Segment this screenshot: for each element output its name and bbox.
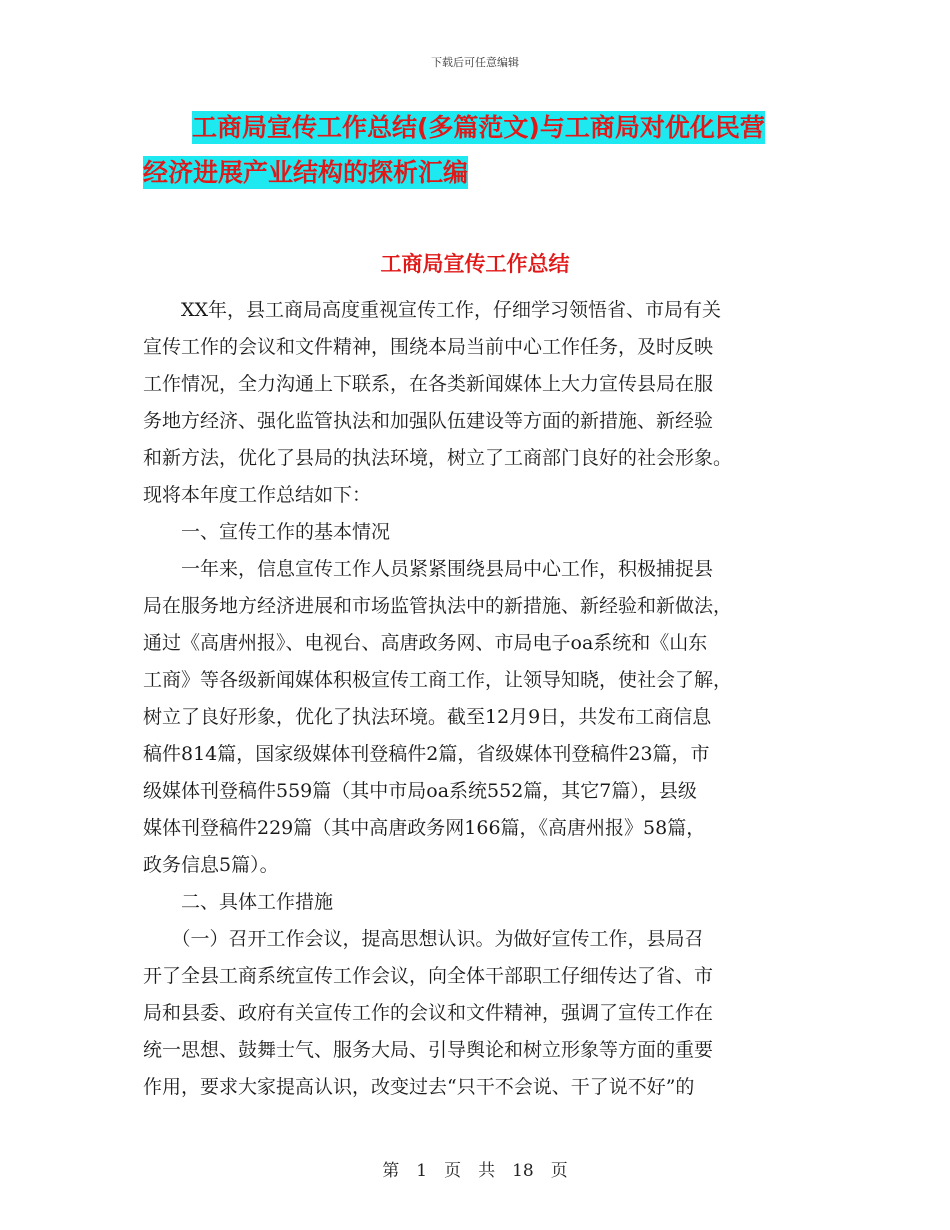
page-header-note: 下载后可任意编辑 bbox=[431, 56, 519, 69]
paragraph-line: 工商》等各级新闻媒体积极宣传工商工作，让领导知晓，使社会了解， bbox=[143, 669, 733, 691]
paragraph-line: 一年来，信息宣传工作人员紧紧围绕县局中心工作，积极捕捉县 bbox=[143, 558, 714, 580]
paragraph-line: 二、具体工作措施 bbox=[143, 891, 334, 913]
paragraph bbox=[143, 551, 803, 884]
paragraph-line: 开了全县工商系统宣传工作会议，向全体干部职工仔细传达了省、市 bbox=[143, 965, 714, 987]
paragraph-line: 通过《高唐州报》、电视台、高唐政务网、市局电子oa系统和《山东 bbox=[143, 632, 708, 654]
paragraph-line: 政务信息5篇）。 bbox=[143, 854, 279, 876]
paragraph-line: （一）召开工作会议，提高思想认识。为做好宣传工作，县局召 bbox=[143, 928, 704, 950]
paragraph-line: XX年，县工商局高度重视宣传工作，仔细学习领悟省、市局有关 bbox=[143, 299, 722, 321]
paragraph-line: 树立了良好形象，优化了执法环境。截至12月9日，共发布工商信息 bbox=[143, 706, 712, 728]
paragraph-line: 工作情况，全力沟通上下联系，在各类新闻媒体上大力宣传县局在服 bbox=[143, 373, 714, 395]
paragraph bbox=[143, 292, 803, 514]
paragraph-line: 和新方法，优化了县局的执法环境，树立了工商部门良好的社会形象。 bbox=[143, 447, 733, 469]
title-highlight-1: 工商局宣传工作总结(多篇范文)与工商局对优化民营 bbox=[192, 113, 765, 142]
paragraph bbox=[143, 921, 803, 1106]
paragraph-line: 宣传工作的会议和文件精神，围绕本局当前中心工作任务，及时反映 bbox=[143, 336, 714, 358]
paragraph-line: 稿件814篇，国家级媒体刊登稿件2篇，省级媒体刊登稿件23篇，市 bbox=[143, 743, 710, 765]
paragraph-line: 务地方经济、强化监管执法和加强队伍建设等方面的新措施、新经验 bbox=[143, 410, 714, 432]
paragraph bbox=[143, 884, 803, 921]
title-highlight-2: 经济进展产业结构的探析汇编 bbox=[143, 158, 469, 187]
paragraph-line: 媒体刊登稿件229篇（其中高唐政务网166篇，《高唐州报》58篇， bbox=[143, 817, 706, 839]
page-footer: 第 1 页 共 18 页 bbox=[382, 1161, 568, 1181]
paragraph-line: 级媒体刊登稿件559篇（其中市局oa系统552篇，其它7篇），县级 bbox=[143, 780, 697, 802]
paragraph-line: 局在服务地方经济进展和市场监管执法中的新措施、新经验和新做法， bbox=[143, 595, 733, 617]
paragraph-line: 统一思想、鼓舞士气、服务大局、引导舆论和树立形象等方面的重要 bbox=[143, 1039, 714, 1061]
document-title-line-1 bbox=[192, 112, 912, 144]
paragraph bbox=[143, 514, 803, 551]
paragraph-line: 作用，要求大家提高认识，改变过去“只干不会说、干了说不好”的 bbox=[143, 1076, 695, 1098]
section-title: 工商局宣传工作总结 bbox=[380, 252, 570, 276]
paragraph-line: 一、宣传工作的基本情况 bbox=[143, 521, 391, 543]
paragraph-line: 现将本年度工作总结如下： bbox=[143, 484, 372, 506]
paragraph-line: 局和县委、政府有关宣传工作的会议和文件精神，强调了宣传工作在 bbox=[143, 1002, 714, 1024]
document-title-line-2 bbox=[143, 157, 863, 189]
